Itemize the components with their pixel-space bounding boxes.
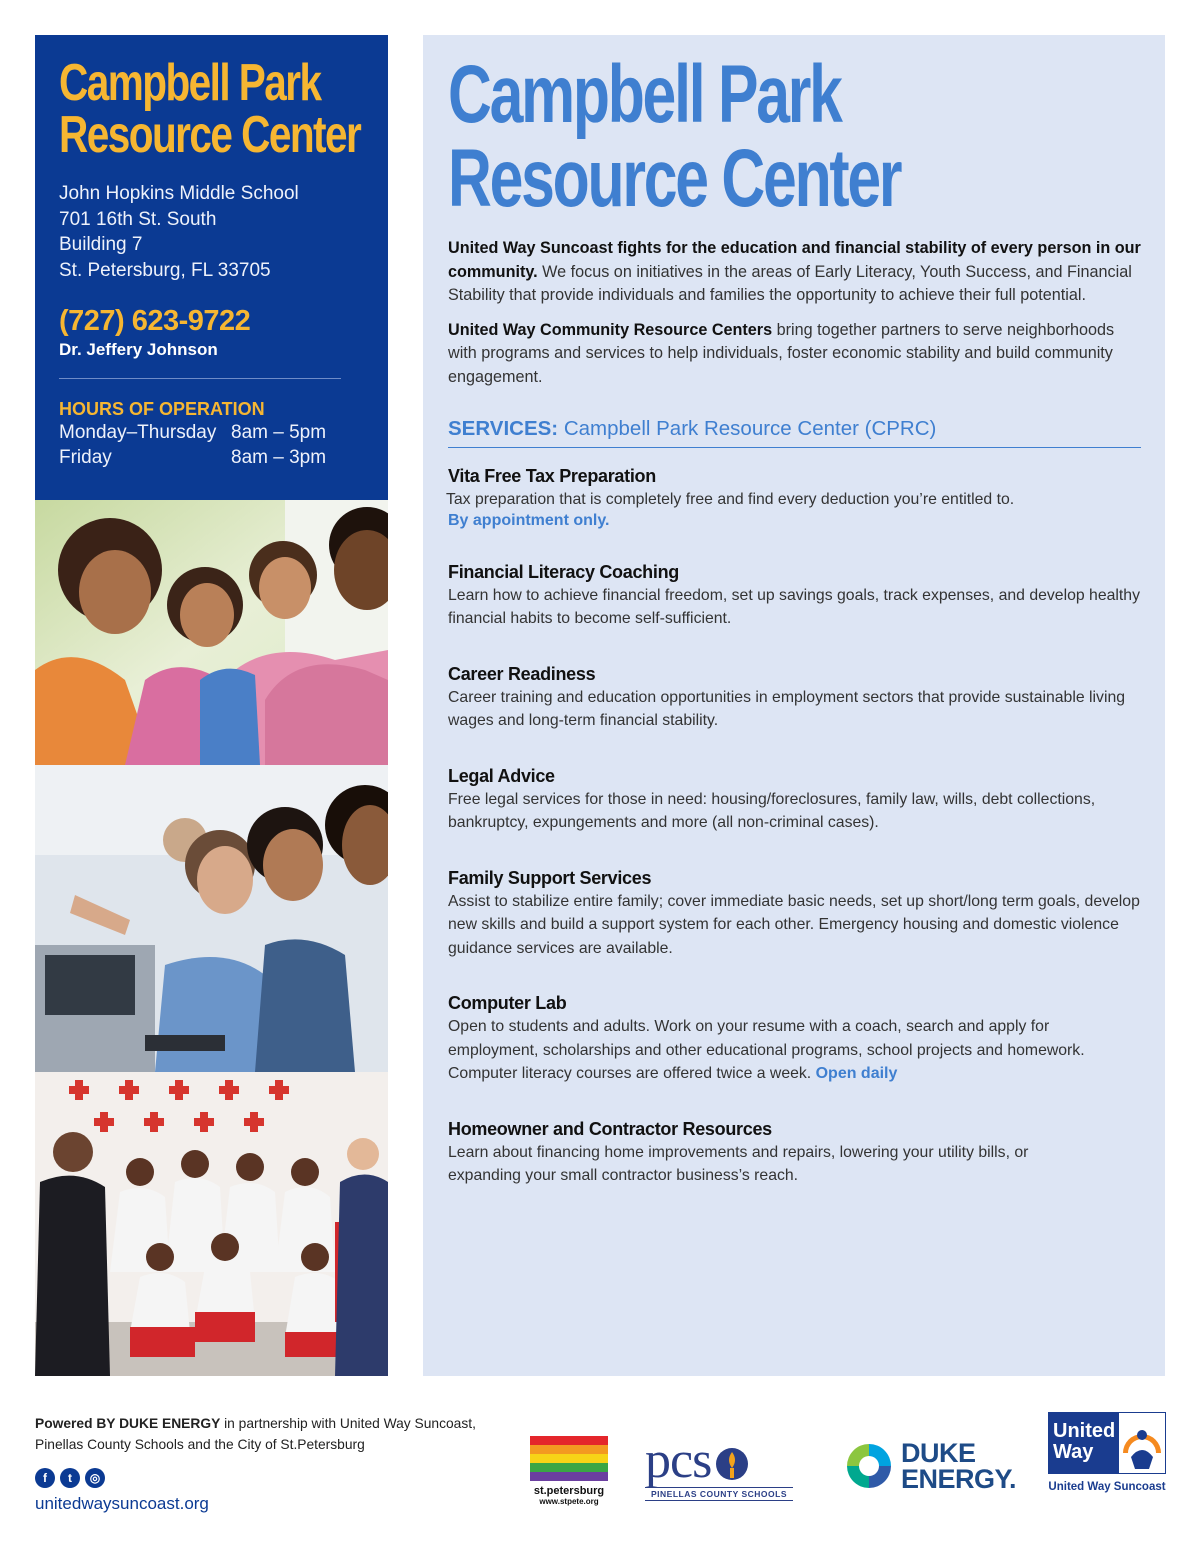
service-name: Financial Literacy Coaching: [448, 561, 679, 582]
intro-paragraph: United Way Community Resource Centers bring together partners to serve neighborhoods with programs and services to help individuals, foster economic stability and build community engagement.: [448, 320, 1115, 386]
family-photo: [35, 500, 388, 765]
service-item: [448, 764, 1141, 835]
hours-row: [59, 420, 364, 445]
instagram-icon[interactable]: ◎: [85, 1468, 105, 1488]
sidebar-title: Campbell Park Resource Center: [59, 54, 361, 164]
torch-icon: [715, 1444, 749, 1484]
group-photo: [35, 1072, 388, 1376]
service-description: Career training and education opportunities in employment sectors that provide sustainable living wages and long-term financial stability.: [448, 688, 1126, 729]
address-line: 701 16th St. South: [59, 208, 217, 230]
service-item: [448, 560, 1141, 631]
hours-time: 8am – 5pm: [231, 422, 327, 443]
united-way-logo: United Way United Way Suncoast: [1048, 1412, 1166, 1493]
service-name: Homeowner and Contractor Resources: [448, 1118, 772, 1139]
phone-number[interactable]: (727) 623-9722: [59, 305, 251, 337]
hours-row: [59, 445, 364, 470]
service-name: Career Readiness: [448, 663, 596, 684]
service-description: Free legal services for those in need: housing/foreclosures, family law, wills, debt collections, bankruptcy, expungements and more (all non-criminal cases).: [448, 790, 1096, 831]
footer-credits: Powered BY DUKE ENERGY in partnership with United Way Suncoast, Pinellas County Schools and the City of St.Petersburg: [35, 1416, 476, 1452]
service-item: [448, 662, 1141, 733]
intro-paragraph: United Way Suncoast fights for the education and financial stability of every person in our community. We focus on initiatives in the areas of Early Literacy, Youth Success, and Financial Stability that provide individuals and families the opportunity to achieve their full potential.: [448, 239, 1141, 304]
left-column: [35, 35, 388, 1376]
website-link[interactable]: unitedwaysuncoast.org: [35, 1494, 209, 1513]
service-description: Assist to stabilize entire family; cover immediate basic needs, set up short/long term goals, develop new skills and build a support system for each other. Emergency housing and domestic violence guidance services are available.: [448, 892, 1140, 957]
service-item: [448, 464, 1141, 530]
service-name: Computer Lab: [448, 993, 567, 1013]
service-item: [448, 866, 1141, 961]
duke-energy-swirl-icon: [843, 1440, 895, 1492]
service-note: By appointment only.: [448, 511, 610, 529]
service-description: Tax preparation that is completely free and find every deduction you’re entitled to.: [446, 491, 1015, 508]
contact-name: Dr. Jeffery Johnson: [59, 340, 218, 359]
service-note: Open daily: [815, 1065, 898, 1082]
united-way-hand-icon: [1119, 1413, 1165, 1473]
hours-title: HOURS OF OPERATION: [59, 399, 265, 419]
page-title: Campbell Park Resource Center: [448, 49, 901, 224]
social-links: [35, 1468, 105, 1488]
facebook-icon[interactable]: f: [35, 1468, 55, 1488]
computer-lab-photo: [35, 765, 388, 1072]
address-line: John Hopkins Middle School: [59, 183, 299, 204]
address-line: Building 7: [59, 234, 143, 255]
main-panel: [423, 35, 1165, 1376]
service-description: Open to students and adults. Work on your resume with a coach, search and apply for employment, scholarships and other educational programs, school projects and homework. Computer literacy courses are offered twice a week. Open daily: [448, 1018, 1085, 1082]
service-item: [448, 991, 1141, 1086]
hours-day: Friday: [59, 447, 112, 468]
service-description: Learn about financing home improvements and repairs, lowering your utility bills, or expanding your small contractor business’s reach.: [448, 1143, 1029, 1184]
service-name: Legal Advice: [448, 765, 555, 786]
divider: [59, 378, 341, 379]
contact-panel: [35, 35, 388, 500]
twitter-icon[interactable]: t: [60, 1468, 80, 1488]
services-heading: SERVICES: Campbell Park Resource Center (CPRC): [448, 417, 1141, 448]
hours-time: 8am – 3pm: [231, 447, 327, 468]
service-name: Family Support Services: [448, 867, 652, 888]
service-name: Vita Free Tax Preparation: [448, 466, 656, 486]
pinellas-county-schools-logo: pcs PINELLAS COUNTY SCHOOLS: [645, 1438, 793, 1501]
st-petersburg-logo: st.petersburg www.stpete.org: [530, 1436, 608, 1506]
service-item: [448, 1117, 1141, 1188]
address-block: [59, 181, 364, 283]
hours-day: Monday–Thursday: [59, 422, 217, 443]
intro-text: [448, 237, 1141, 389]
service-description: Learn how to achieve financial freedom, set up savings goals, track expenses, and develop healthy financial habits to become self-sufficient.: [448, 586, 1140, 627]
duke-energy-logo: DUKE ENERGY.: [843, 1440, 1016, 1492]
address-line: St. Petersburg, FL 33705: [59, 259, 271, 281]
